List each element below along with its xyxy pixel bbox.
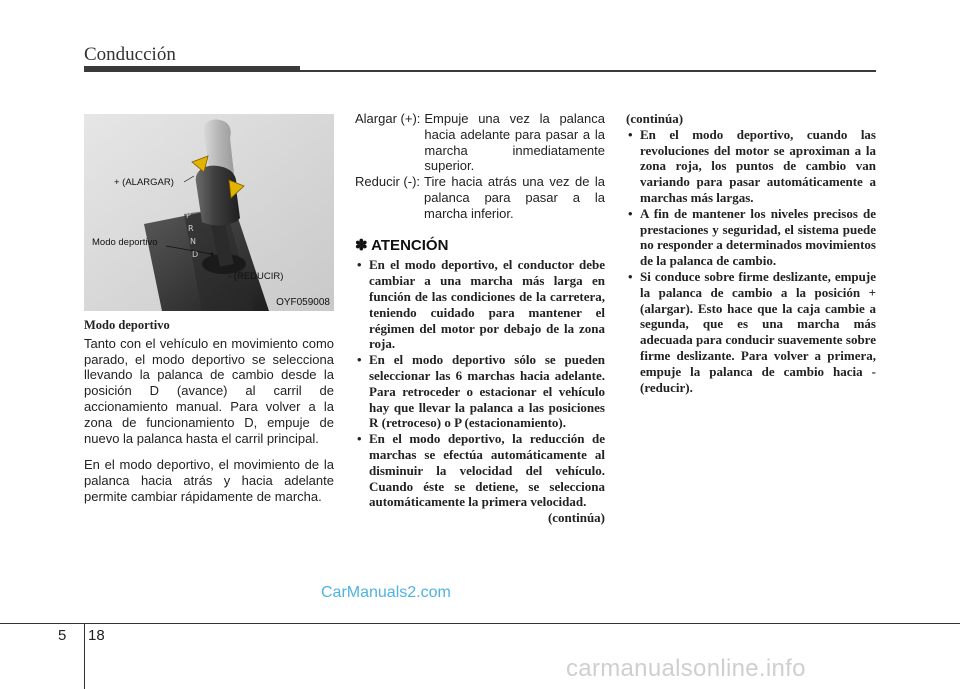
footer-rule-vertical — [84, 624, 85, 689]
list-item: • En el modo deportivo sólo se pueden seleccionar las 6 marchas hacia adelante. Para retroceder o estacionar el vehículo hay que llevar la palanca a las posiciones R (retroceso) o P (estacionamiento). — [355, 352, 605, 431]
figure-label-alargar: + (ALARGAR) — [114, 177, 174, 188]
definition-term: Alargar (+): — [355, 111, 421, 126]
continued-note: (continúa) — [626, 111, 684, 126]
figure-label-modo-deportivo: Modo deportivo — [92, 237, 158, 248]
list-item: • En el modo deportivo, el conductor debe cambiar a una marcha más larga en función de las condiciones de la carretera, teniendo cuidado para mantener el régimen del motor por debajo de la zona roja. — [355, 257, 605, 352]
paragraph-modo-deportivo-1: Tanto con el vehículo en movimiento como parado, el modo deportivo se selecciona llevando la palanca de cambio desde la posición D (avance) al carril de accionamiento manual. Para volver a la zona de funcionamiento D, empuje de nuevo la palanca hasta el carril principal. — [84, 335, 334, 446]
svg-text:P: P — [186, 211, 191, 220]
header-rule-thick — [84, 66, 300, 72]
continues-note: (continúa) — [547, 510, 605, 526]
definition-reducir — [355, 174, 605, 221]
watermark-carmanualsonline[interactable]: carmanualsonline.info — [566, 655, 806, 682]
definition-alargar — [355, 111, 605, 174]
footer-rule-horizontal — [0, 623, 960, 624]
definition-term: Reducir (-): — [355, 174, 421, 190]
page-header-title: Conducción — [84, 44, 176, 65]
right-column — [626, 111, 876, 395]
left-column — [84, 318, 334, 505]
attention-heading: ✽ ATENCIÓN — [355, 236, 449, 254]
definition-desc: Empuje una vez la palanca hacia adelante para pasar a la marcha inmediatamente superior. — [424, 111, 605, 174]
gear-lever-figure — [84, 114, 334, 311]
svg-text:R: R — [188, 224, 194, 233]
header-rule-thin — [300, 70, 876, 72]
svg-text:D: D — [192, 250, 199, 259]
attention-bullet-list — [355, 257, 605, 510]
list-item: • A fin de mantener los niveles precisos de prestaciones y seguridad, el sistema puede no responder a determinados movimientos de la palanca de cambio. — [626, 206, 876, 269]
page-number: 18 — [88, 627, 105, 644]
list-item: • En el modo deportivo, cuando las revoluciones del motor se aproximan a la zona roja, los puntos de cambio van variando para pasar automáticamente a marchas más largas. — [626, 127, 876, 206]
middle-column — [355, 111, 605, 526]
definition-desc: Tire hacia atrás una vez de la palanca para pasar a la marcha inferior. — [424, 174, 605, 221]
svg-text:N: N — [190, 237, 196, 246]
list-item: • En el modo deportivo, la reducción de marchas se efectúa automáticamente al disminuir la velocidad del vehículo. Cuando éste se detiene, se selecciona automáticamente la primera velocidad. — [355, 431, 605, 510]
chapter-number: 5 — [58, 627, 67, 644]
paragraph-modo-deportivo-2: En el modo deportivo, el movimiento de la palanca hacia atrás y hacia adelante permite cambiar rápidamente de marcha. — [84, 457, 334, 504]
attention-bullet-list-continued — [626, 127, 876, 396]
figure-code: OYF059008 — [276, 297, 330, 308]
figure-label-reducir: - (REDUCIR) — [228, 271, 284, 282]
gear-lever-illustration — [84, 114, 334, 311]
watermark-carmanuals2[interactable]: CarManuals2.com — [321, 584, 451, 601]
list-item: • Si conduce sobre firme deslizante, empuje la palanca de cambio a la posición + (alargar). Esto hace que la caja cambie a segunda, que es una marcha más adecuada para conducir suavemente sobre firme deslizante. Para volver a primera, empuje la palanca de cambio hacia - (reducir). — [626, 269, 876, 395]
section-heading-modo-deportivo: Modo deportivo — [84, 318, 170, 332]
